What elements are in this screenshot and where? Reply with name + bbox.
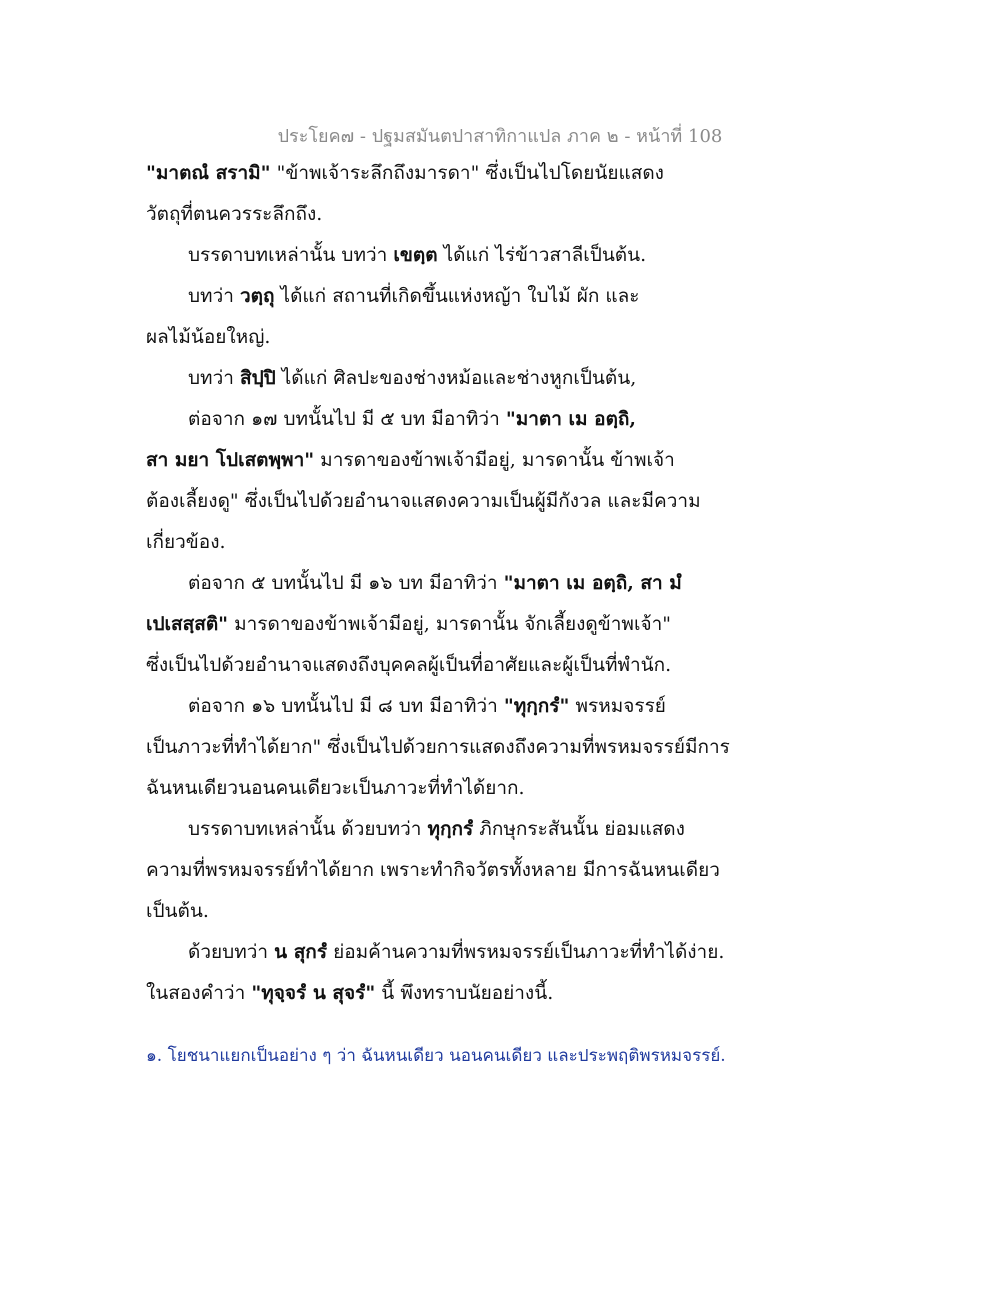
pali-term: สิปฺปิ [239,367,276,389]
text-span: ในสองคำว่า [146,982,252,1004]
pali-term: สา มยา โปเสตพฺพา" [146,449,315,471]
text-line [146,650,671,680]
text-line [188,691,666,721]
text-line [188,240,646,270]
text-span: บทว่า [188,367,240,389]
text-line [146,978,553,1008]
pali-term: ทุกฺกรํ [427,818,474,840]
text-line [146,773,525,803]
text-span: ต่อจาก ๑๖ บทนั้นไป มี ๘ บท มีอาทิว่า [188,695,504,717]
pali-term: "มาตา เม อตฺถิ, [505,408,637,430]
pali-term: วตฺถุ [239,285,275,307]
text-line [146,609,671,639]
text-span: ซึ่งเป็นไปด้วยอำนาจแสดงถึงบุคคลผู้เป็นที่อาศัยและผู้เป็นที่พำนัก. [146,654,672,676]
page-header: ประโยค๗ - ปฐมสมันตปาสาทิกาแปล ภาค ๒ - หน้าที่ 108 [277,126,723,147]
text-line [188,814,685,844]
pali-term: "ทุกฺกรํ" [503,695,570,717]
text-span: ย่อมค้านความที่พรหมจรรย์เป็นภาวะที่ทำได้ง่าย. [327,941,725,963]
text-line [146,486,701,516]
text-span: ได้แก่ สถานที่เกิดขึ้นแห่งหญ้า ใบไม้ ผัก และ [274,285,640,307]
text-span: ต่อจาก ๑๗ บทนั้นไป มี ๕ บท มีอาทิว่า [188,408,506,430]
text-span: "ข้าพเจ้าระลึกถึงมารดา" ซึ่งเป็นไปโดยนัยแสดง [270,162,664,184]
text-line [146,445,675,475]
text-span: วัตถุที่ตนควรระลึกถึง. [146,203,323,225]
text-line [146,732,730,762]
text-line [146,158,664,188]
text-span: บทว่า [188,285,240,307]
footnote: ๑. โยชนาแยกเป็นอย่าง ๆ ว่า ฉันหนเดียว นอนคนเดียว และประพฤติพรหมจรรย์. [146,1046,726,1066]
pali-term: เขตฺต [393,244,438,266]
text-line [188,281,640,311]
text-span: ภิกษุกระสันนั้น ย่อมแสดง [473,818,685,840]
text-span: ผลไม้น้อยใหญ่. [146,326,271,348]
text-span: บรรดาบทเหล่านั้น บทว่า [188,244,394,266]
pali-term: "มาตณํ สรามิ" [146,162,271,184]
text-line [146,322,270,352]
text-line [188,363,636,393]
pali-term: "มาตา เม อตฺถิ, สา มํ [503,572,682,594]
text-span: มารดาของข้าพเจ้ามีอยู่, มารดานั้น จักเลี้ยงดูข้าพเจ้า" [228,613,671,635]
text-span: มารดาของข้าพเจ้ามีอยู่, มารดานั้น ข้าพเจ้า [314,449,675,471]
text-span: พรหมจรรย์ [569,695,666,717]
pali-term: น สุกรํ [274,941,328,963]
text-line [188,568,682,598]
text-span: ได้แก่ ไร่ข้าวสาลีเป็นต้น. [437,244,647,266]
text-span: ด้วยบทว่า [188,941,275,963]
text-span: เป็นภาวะที่ทำได้ยาก" ซึ่งเป็นไปด้วยการแสดงถึงความที่พรหมจรรย์มีการ [146,736,730,758]
text-span: ได้แก่ ศิลปะของช่างหม้อและช่างหูกเป็นต้น, [275,367,637,389]
text-line [188,404,636,434]
text-span: ต้องเลี้ยงดู" ซึ่งเป็นไปด้วยอำนาจแสดงความเป็นผู้มีกังวล และมีความ [146,490,701,512]
text-span: เป็นต้น. [146,900,209,922]
text-span: ต่อจาก ๕ บทนั้นไป มี ๑๖ บท มีอาทิว่า [188,572,504,594]
text-span: ฉันหนเดียวนอนคนเดียวะเป็นภาวะที่ทำได้ยาก. [146,777,525,799]
text-span: ความที่พรหมจรรย์ทำได้ยาก เพราะทำกิจวัตรทั้งหลาย มีการฉันหนเดียว [146,859,720,881]
text-span: นี้ พึงทราบนัยอย่างนี้. [375,982,554,1004]
pali-term: "ทุจฺจรํ น สุจรํ" [251,982,376,1004]
text-line [146,855,720,885]
text-line [188,937,724,967]
text-line [146,527,226,557]
text-span: เกี่ยวข้อง. [146,531,226,553]
text-span: บรรดาบทเหล่านั้น ด้วยบทว่า [188,818,428,840]
text-line [146,199,322,229]
pali-term: เปเสสฺสติ" [146,613,229,635]
text-line [146,896,209,926]
